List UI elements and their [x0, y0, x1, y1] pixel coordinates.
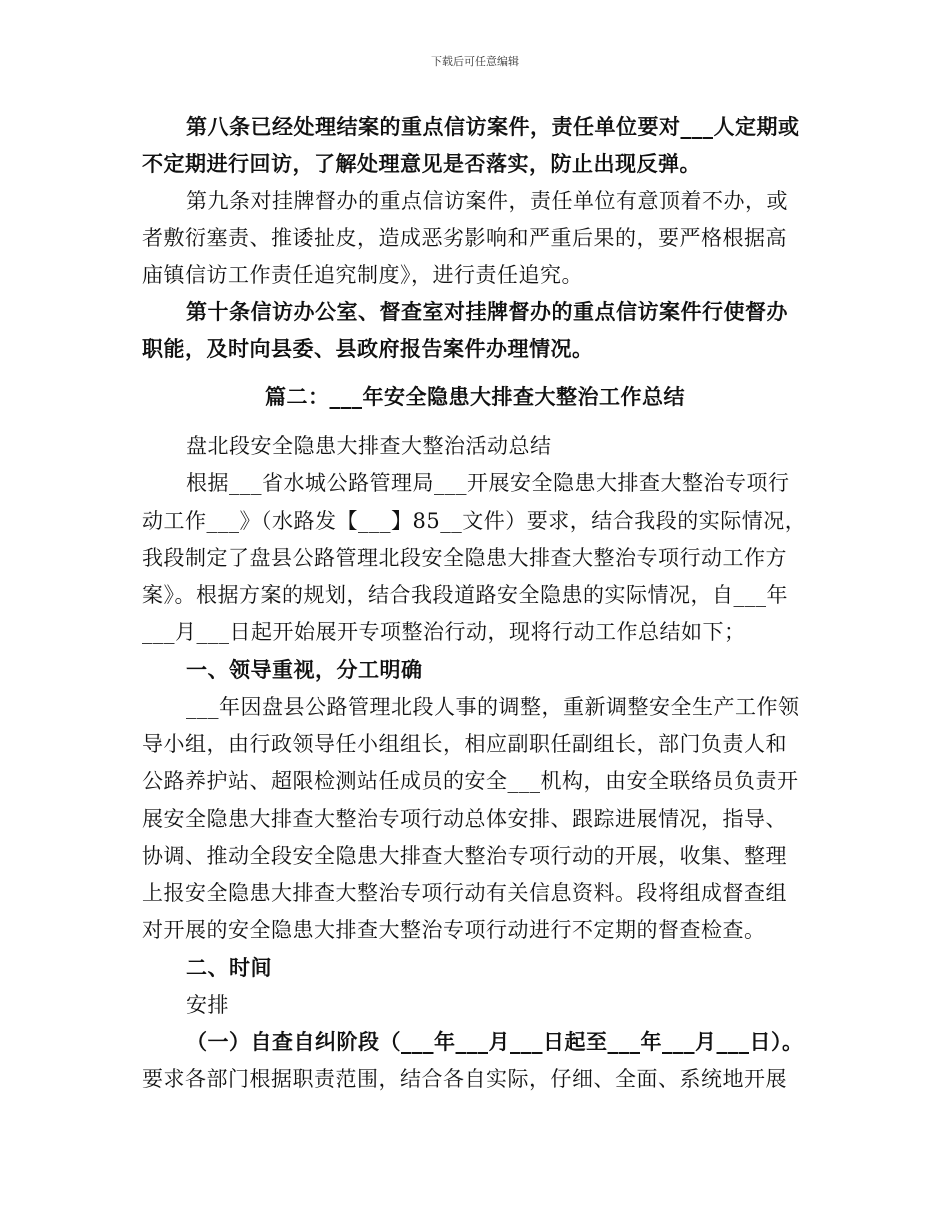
paragraph-line: ___年因盘县公路管理北段人事的调整，重新调整安全生产工作领: [186, 695, 800, 719]
paragraph-line: ___月___日起开始展开专项整治行动，现将行动工作总结如下；: [142, 620, 746, 644]
paragraph-line: 第十条信访办公室、督查室对挂牌督办的重点信访案件行使督办: [186, 299, 788, 324]
paragraph-line: 导小组，由行政领导任小组组长，相应副职任副组长，部门负责人和: [142, 732, 787, 756]
paragraph-line: 上报安全隐患大排查大整治专项行动有关信息资料。段将组成督查组: [142, 881, 787, 905]
heading: 一、领导重视，分工明确: [186, 657, 423, 682]
paragraph-line: 对开展的安全隐患大排查大整治专项行动进行不定期的督查检查。: [142, 918, 766, 942]
paragraph-line: 公路养护站、超限检测站任成员的安全___机构，由安全联络员负责开: [142, 769, 799, 793]
paragraph-line: 协调、推动全段安全隐患大排查大整治专项行动的开展，收集、整理: [142, 844, 787, 868]
paragraph-line: 展安全隐患大排查大整治专项行动总体安排、跟踪进展情况，指导、: [142, 807, 787, 831]
paragraph-line: 庙镇信访工作责任追究制度》，进行责任追究。: [142, 263, 583, 287]
subheading: （一）自查自纠阶段（___年___月___日起至___年___月___日）。: [186, 1029, 804, 1054]
paragraph-line: 我段制定了盘县公路管理北段安全隐患大排查大整治专项行动工作方: [142, 546, 787, 570]
paragraph-line: 不定期进行回访，了解处理意见是否落实，防止出现反弹。: [142, 151, 701, 176]
subtitle: 盘北段安全隐患大排查大整治活动总结: [186, 434, 552, 458]
paragraph-line: 案》。根据方案的规划，结合我段道路安全隐患的实际情况，自___年: [142, 583, 788, 607]
heading: 二、时间: [186, 955, 272, 980]
paragraph-line: 职能，及时向县委、县政府报告案件办理情况。: [142, 336, 594, 361]
paragraph-line: 根据___省水城公路管理局___开展安全隐患大排查大整治专项行: [186, 471, 790, 495]
page-header: 下载后可任意编辑: [431, 55, 519, 68]
paragraph-line: 安排: [186, 993, 229, 1017]
paragraph-line: 动工作___》（水路发【___】85__文件）要求，结合我段的实际情况，: [142, 509, 807, 533]
paragraph-line: 第九条对挂牌督办的重点信访案件，责任单位有意顶着不办，或: [186, 189, 788, 213]
section-title: 篇二：___年安全隐患大排查大整治工作总结: [265, 384, 685, 409]
paragraph-line: 要求各部门根据职责范围，结合各自实际，仔细、全面、系统地开展: [142, 1067, 787, 1091]
paragraph-line: 第八条已经处理结案的重点信访案件，责任单位要对___人定期或: [186, 114, 800, 139]
paragraph-line: 者敷衍塞责、推诿扯皮，造成恶劣影响和严重后果的，要严格根据高: [142, 226, 787, 250]
